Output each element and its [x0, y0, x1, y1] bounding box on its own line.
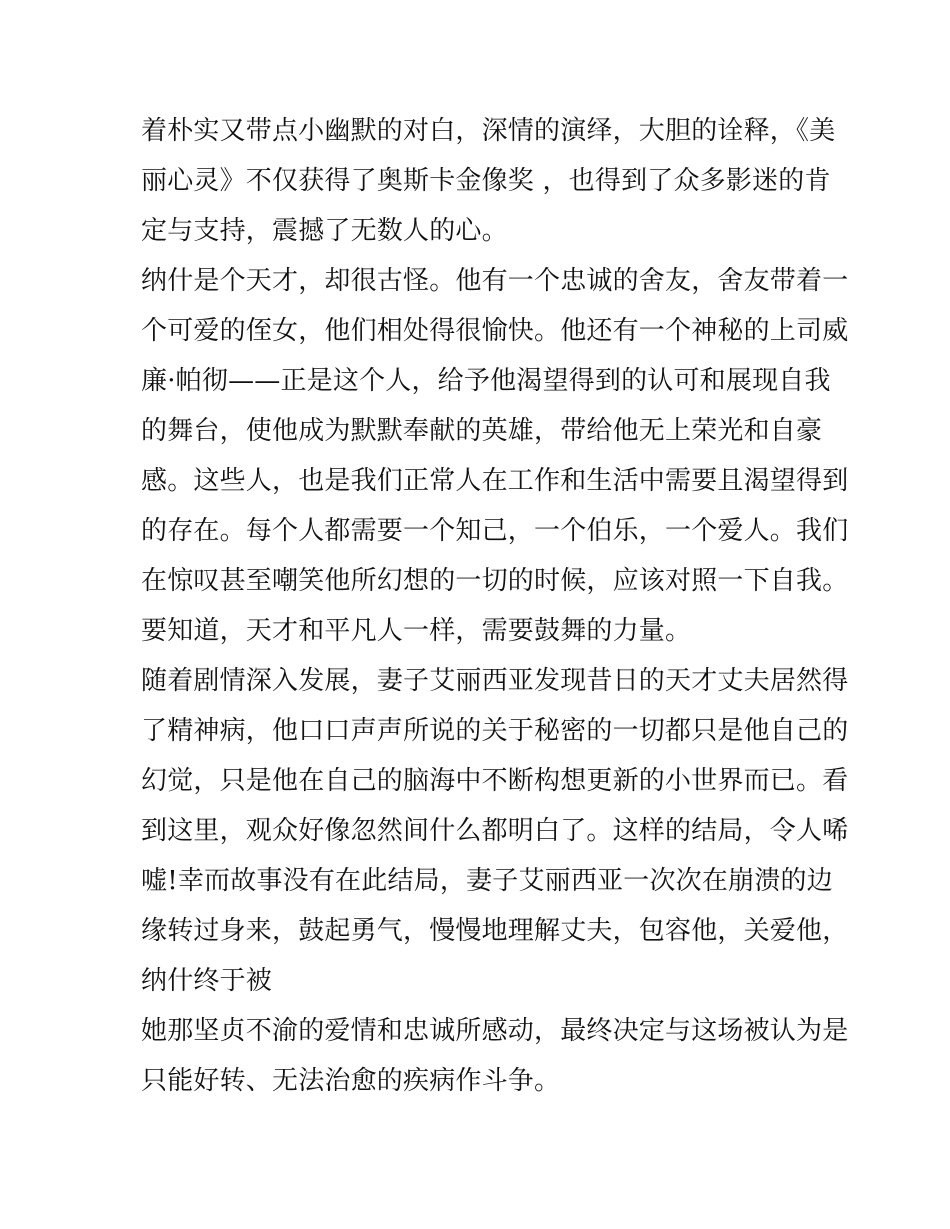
- text-line: 她那坚贞不渝的爱情和忠诚所感动，最终决定与这场被认为是: [141, 1016, 849, 1046]
- text-line: 到这里，观众好像忽然间什么都明白了。这样的结局，令人唏: [141, 816, 849, 846]
- text-line: 缘转过身来，鼓起勇气，慢慢地理解丈夫，包容他，关爱他，: [141, 916, 849, 946]
- text-line: 要知道，天才和平凡人一样，需要鼓舞的力量。: [141, 616, 692, 646]
- text-line: 的舞台，使他成为默默奉献的英雄，带给他无上荣光和自豪: [141, 416, 823, 446]
- text-line: 定与支持，震撼了无数人的心。: [141, 216, 508, 246]
- text-line: 的存在。每个人都需要一个知己，一个伯乐，一个爱人。我们: [141, 516, 849, 546]
- text-line: 嘘!幸而故事没有在此结局，妻子艾丽西亚一次次在崩溃的边: [141, 866, 833, 896]
- text-line: 廉·帕彻——正是这个人，给予他渴望得到的认可和展现自我: [141, 366, 831, 396]
- text-line: 纳什是个天才，却很古怪。他有一个忠诚的舍友，舍友带着一: [141, 266, 849, 296]
- text-line: 幻觉，只是他在自己的脑海中不断构想更新的小世界而已。看: [141, 766, 849, 796]
- text-line: 在惊叹甚至嘲笑他所幻想的一切的时候，应该对照一下自我。: [141, 566, 849, 596]
- text-line: 了精神病，他口口声声所说的关于秘密的一切都只是他自己的: [141, 716, 849, 746]
- text-line: 纳什终于被: [141, 966, 273, 996]
- text-line: 丽心灵》不仅获得了奥斯卡金像奖 ，也得到了众多影迷的肯: [141, 166, 831, 196]
- text-line: 个可爱的侄女，他们相处得很愉快。他还有一个神秘的上司威: [141, 316, 849, 346]
- text-line: 感。这些人，也是我们正常人在工作和生活中需要且渴望得到: [141, 466, 849, 496]
- text-line: 随着剧情深入发展，妻子艾丽西亚发现昔日的天才丈夫居然得: [141, 666, 849, 696]
- text-line: 只能好转、无法治愈的疾病作斗争。: [141, 1066, 561, 1096]
- text-line: 着朴实又带点小幽默的对白，深情的演绎，大胆的诠释，《美: [141, 116, 836, 146]
